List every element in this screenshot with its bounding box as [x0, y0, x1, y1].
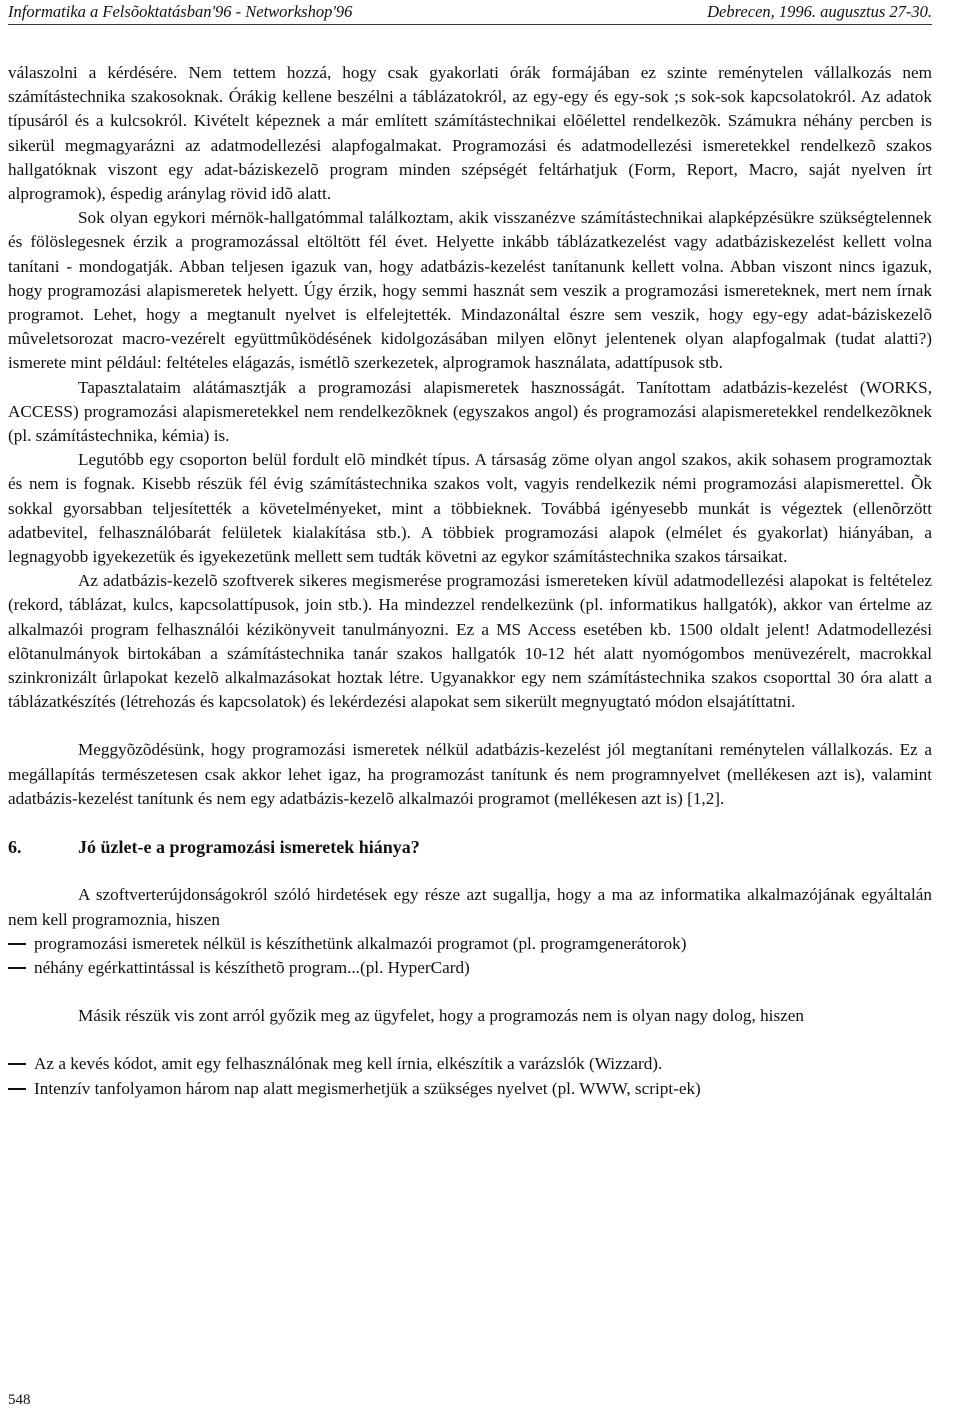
- page-number: 548: [8, 1392, 31, 1408]
- paragraph: Sok olyan egykori mérnök-hallgatómmal találkoztam, akik visszanézve számítástechnikai alapképzésükre szükségtelennek és fölöslegesnek érzik a programozással eltöltött fél évet. Helyette inkább táblázatkezelést vagy adatbáziskezelést kellett volna tanítani - mondogatják. Abban teljesen igazuk van, hogy adatbázis-kezelést tanítanunk kellett volna. Abban viszont nincs igazuk, hogy programozási alapismeretek helyett. Úgy érzik, hogy semmi hasznát sem veszik a programozási ismereteknek, mert nem írnak programot. Lehet, hogy a megtanult nyelvet is elfelejtették. Mindazonáltal észre sem veszik, hogy egy-egy adat-báziskezelõ mûveletsorozat macro-vezérelt együttmûködésének kidolgozásában milyen elõnyt jelentenek olyan alapfogalmak (tudat alatti?) ismerete mint például: feltételes elágazás, ismétlõ szerkezetek, alprogramok használata, adattípusok stb.: [8, 208, 932, 373]
- paragraph: Meggyõzõdésünk, hogy programozási ismeretek nélkül adatbázis-kezelést jól megtanítani reménytelen vállalkozás. Ez a megállapítás természetesen csak akkor lehet igaz, ha programozást tanítunk és nem programnyelvet (mellékesen azt is), valamint adatbázis-kezelést tanítunk és nem egy adatbázis-kezelõ alkalmazói programot (mellékesen azt is) [1,2].: [8, 740, 932, 808]
- paragraph: válaszolni a kérdésére. Nem tettem hozzá, hogy csak gyakorlati órák formájában ez szinte reménytelen vállalkozás nem számítástechnika szakosoknak. Órákig kellene beszélni a táblázatokról, az egy-egy és egy-sok ;s sok-sok kapcsolatokról. Az adatok típusáról és a kulcsokról. Kivételt képeznek a már említett számítástechnikai elõélettel rendelkezõk. Számukra néhány percben is sikerül megmagyarázni az adatmodellezési alapfogalmakat. Programozási és adatmodellezési ismeretekkel rendelkezõ szakos hallgatóknak viszont egy adat-báziskezelõ program minden szépségét feltárhatjuk (Form, Report, Macro, saját nyelven írt alprogramok), éspedig aránylag rövid idõ alatt.: [8, 63, 932, 204]
- dash-list: [8, 1052, 932, 1100]
- paragraph: Tapasztalataim alátámasztják a programozási alapismeretek hasznosságát. Tanítottam adatbázis-kezelést (WORKS, ACCESS) programozási alapismeretekkel nem rendelkezõknek (egyszakos angol) és programozási alapismeretekkel rendelkezõknek (pl. számítástechnika, kémia) is.: [8, 377, 932, 446]
- paragraph: Legutóbb egy csoporton belül fordult elõ mindkét típus. A társaság zöme olyan angol szakos, akik sohasem programoztak és nem is fognak. Kisebb részük fél évig számítástechnika szakos volt, vagyis rendelkezik némi programozási alapismerettel. Õk sokkal gyorsabban teljesítették a követelményeket, mint a többieknek. Továbbá igényesebb munkát is végeztek (ellenõrzött adatbevitel, felhasználóbarát felületek kialakítása stb.). A többiek programozási alapok (elmélet és gyakorlat) hiányában, a legnagyobb igyekezetük és igyekezetünk mellett sem tudták követni az egykor számítástechnika szakos társaikat.: [8, 450, 932, 567]
- running-header: [8, 0, 932, 25]
- section-heading: [8, 835, 932, 859]
- dash-list: [8, 932, 932, 980]
- section-number: 6.: [8, 837, 22, 858]
- paragraph: Az adatbázis-kezelõ szoftverek sikeres megismerése programozási ismereteken kívül adatmodellezési alapokat is feltételez (rekord, táblázat, kulcs, kapcsolattípusok, join stb.). Ha mindezzel rendelkezünk (pl. informatikus hallgatók), akkor van értelme az alkalmazói program felhasználói kézikönyveit tanulmányozni. Ez a MS Access esetében kb. 1500 oldalt jelent! Adatmodellezési elõtanulmányok birtokában a számítástechnika tanár szakos hallgatók 10-12 hét alatt nyomógombos menüvezérelt, macrokkal szinkronizált ûrlapokat kezelõ alkalmazásokat hoztak létre. Ugyanakkor egy nem számítástechnika szakos csoporttal 30 óra alatt a táblázatkészítés (létrehozás és kapcsolatok) és lekérdezési alapokat sem sikerült megnyugtató módon elsajátíttatni.: [8, 571, 932, 712]
- list-item: programozási ismeretek nélkül is készíthetünk alkalmazói programot (pl. programgenerátorok): [8, 932, 932, 956]
- section-title: Jó üzlet-e a programozási ismeretek hiánya?: [78, 837, 420, 858]
- paragraph: Másik részük vis zont arról győzik meg az ügyfelet, hogy a programozás nem is olyan nagy dolog, hiszen: [78, 1006, 804, 1026]
- list-item: Intenzív tanfolyamon három nap alatt megismerhetjük a szükséges nyelvet (pl. WWW, script-ek): [8, 1077, 932, 1101]
- paragraph: A szoftverterújdonságokról szóló hirdetések egy része azt sugallja, hogy a ma az informatika alkalmazójának egyáltalán nem kell programoznia, hiszen: [8, 885, 932, 929]
- list-item: Az a kevés kódot, amit egy felhasználónak meg kell írnia, elkészítik a varázslók (Wizzard).: [8, 1052, 932, 1076]
- header-left: Informatika a Felsõoktatásban'96 - Networkshop'96: [8, 2, 353, 21]
- header-right: Debrecen, 1996. augusztus 27-30.: [707, 2, 932, 21]
- page: [8, 0, 932, 1101]
- list-item: néhány egérkattintással is készíthetõ program...(pl. HyperCard): [8, 956, 932, 980]
- document-body: [8, 61, 932, 1101]
